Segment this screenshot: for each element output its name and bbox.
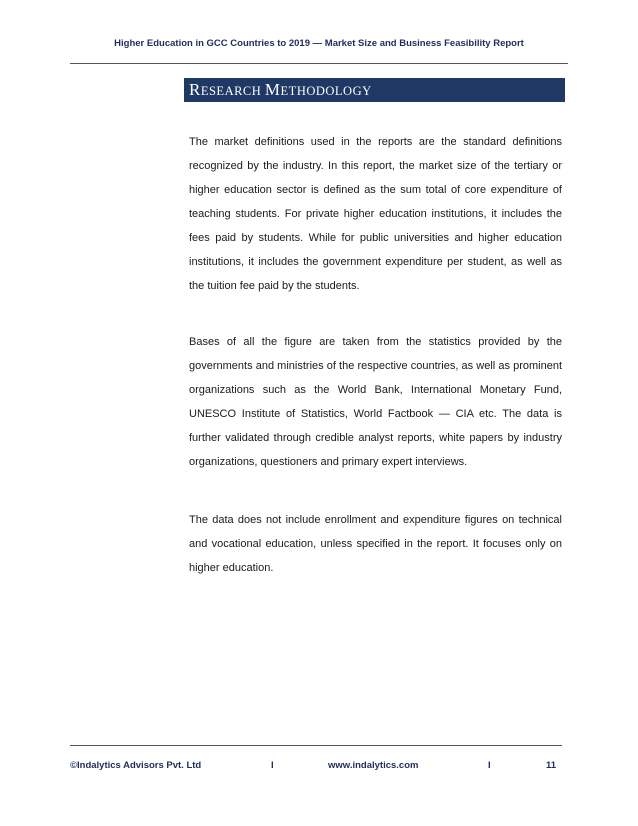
header-divider: [70, 63, 568, 64]
paragraph-scope: The data does not include enrollment and expenditure figures on technical and vocational education, unless specified in the report. It focuses only on higher education.: [189, 514, 562, 574]
footer-separator: I: [271, 760, 274, 771]
section-heading: [184, 78, 565, 102]
footer-page-number: 11: [545, 760, 556, 771]
page-header-title: Higher Education in GCC Countries to 2019 — Market Size and Business Feasibility Report: [114, 38, 524, 49]
paragraph-market-definitions: The market definitions used in the reports are the standard definitions recognized by the industry. In this report, the market size of the tertiary or higher education sector is defined as the sum total of core expenditure of teaching students. For private higher education institutions, it includes the fees paid by students. While for public universities and higher education institutions, it includes the government expenditure per student, as well as the tuition fee paid by the students.: [189, 136, 562, 292]
footer-divider: [70, 745, 562, 746]
footer-copyright: ©Indalytics Advisors Pvt. Ltd: [70, 760, 202, 771]
heading-rest-1: ESEARCH: [200, 84, 265, 98]
heading-rest-2: ETHODOLOGY: [280, 84, 372, 98]
heading-initial-r: R: [189, 80, 201, 99]
footer-separator: I: [488, 760, 491, 771]
heading-initial-m: M: [264, 80, 281, 99]
page-footer: [70, 760, 562, 774]
footer-website-link[interactable]: www.indalytics.com: [328, 760, 419, 771]
paragraph-data-sources: Bases of all the figure are taken from the statistics provided by the governments and ministries of the respective countries, as well as prominent organizations such as the World Bank, International Monetary Fund, UNESCO Institute of Statistics, World Factbook — CIA etc. The data is further validated through credible analyst reports, white papers by industry organizations, questioners and primary expert interviews.: [189, 336, 562, 468]
